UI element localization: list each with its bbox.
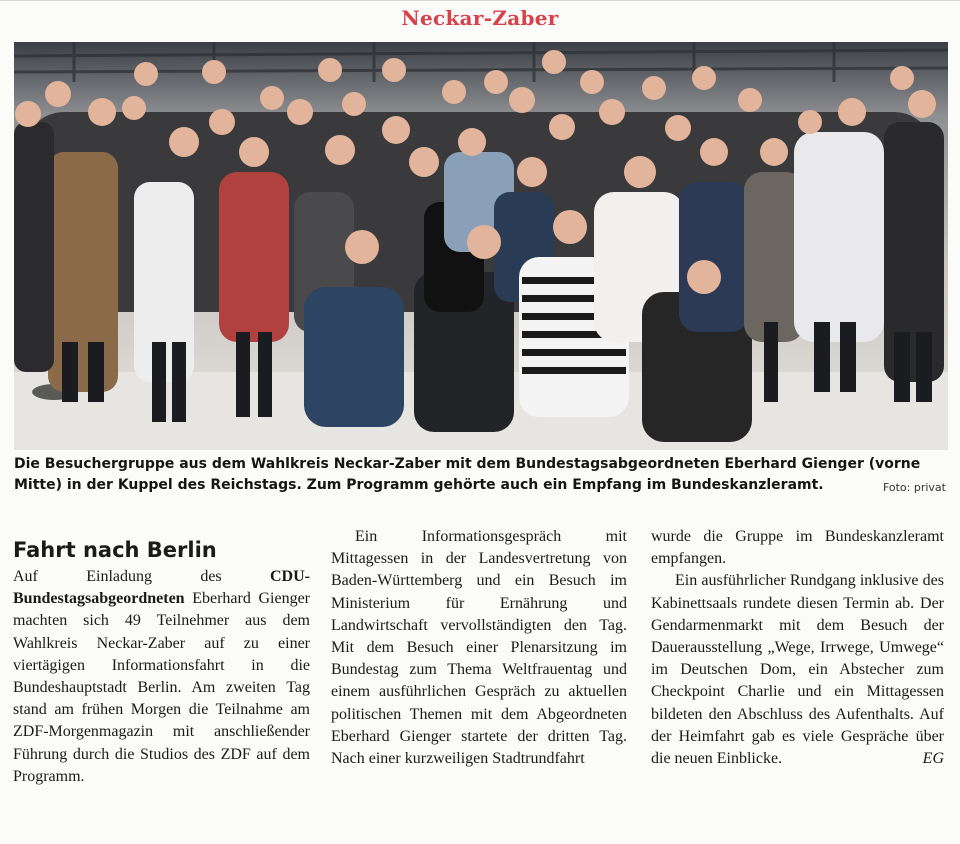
- article-lead-strong: CDU-Bundestagsabgeordneten: [13, 568, 310, 608]
- article-column-1: [13, 524, 310, 788]
- author-initials: EG: [922, 750, 944, 768]
- section-title: Neckar-Zaber: [401, 6, 559, 30]
- article-paragraph-3b: [651, 570, 944, 770]
- photo-credit: Foto: privat: [882, 481, 946, 494]
- photo-caption: Die Besuchergruppe aus dem Wahlkreis Neckar-Zaber mit dem Bundestagsabgeordneten Eberhard Gienger (vorne Mitte) in der Kuppel des Reichstags. Zum Programm gehörte auch ein Empfang im Bundeskanzleramt.: [14, 456, 921, 493]
- article-column-2: [331, 526, 627, 770]
- article-paragraph-2: Ein Informationsgespräch mit Mittagessen in der Landesvertretung von Baden-Württemberg und ein Besuch im Ministerium für Ernährung und Landwirtschaft vervollständigten den Tag. Mit dem Besuch einer Plenarsitzung im Bundestag zum Thema Weltfrauentag und einem ausführlichen Gespräch zu aktuellen politischen Themen mit dem Abgeordneten Eberhard Gienger startete der dritten Tag. Nach einer kurzweiligen Stadtrundfahrt: [331, 528, 627, 768]
- article-paragraph-1: [13, 566, 310, 788]
- article-paragraph-3a: wurde die Gruppe im Bundeskanzleramt empfangen.: [651, 528, 944, 568]
- article-column-3: [651, 526, 944, 770]
- group-photo: [14, 42, 948, 450]
- article-paragraph-3b-text: Ein ausführlicher Rundgang inklusive des Kabinettsaals rundete diesen Termin ab. Der Gendarmenmarkt mit dem Besuch der Dauerausstellung „Wege, Irrwege, Umwege“ im Deutschen Dom, ein Abstecher zum Checkpoint Charlie und ein Mittagessen bildeten den Abschluss des Aufenthalts. Auf der Heimfahrt gab es viele Gespräche über die neuen Einblicke.: [651, 572, 944, 768]
- article-lead: Auf Einladung des: [13, 568, 270, 585]
- article-lead-rest: Eberhard Gienger machten sich 49 Teilnehmer aus dem Wahlkreis Neckar-Zaber auf zu einer viertägigen Informationsfahrt in die Bundeshauptstadt Berlin. Am zweiten Tag stand am frühen Morgen die Teilnahme am ZDF-Morgenmagazin mit anschließender Führung durch die Studios des ZDF auf dem Programm.: [13, 590, 310, 785]
- top-rule: [0, 0, 960, 5]
- article-headline: Fahrt nach Berlin: [13, 538, 217, 562]
